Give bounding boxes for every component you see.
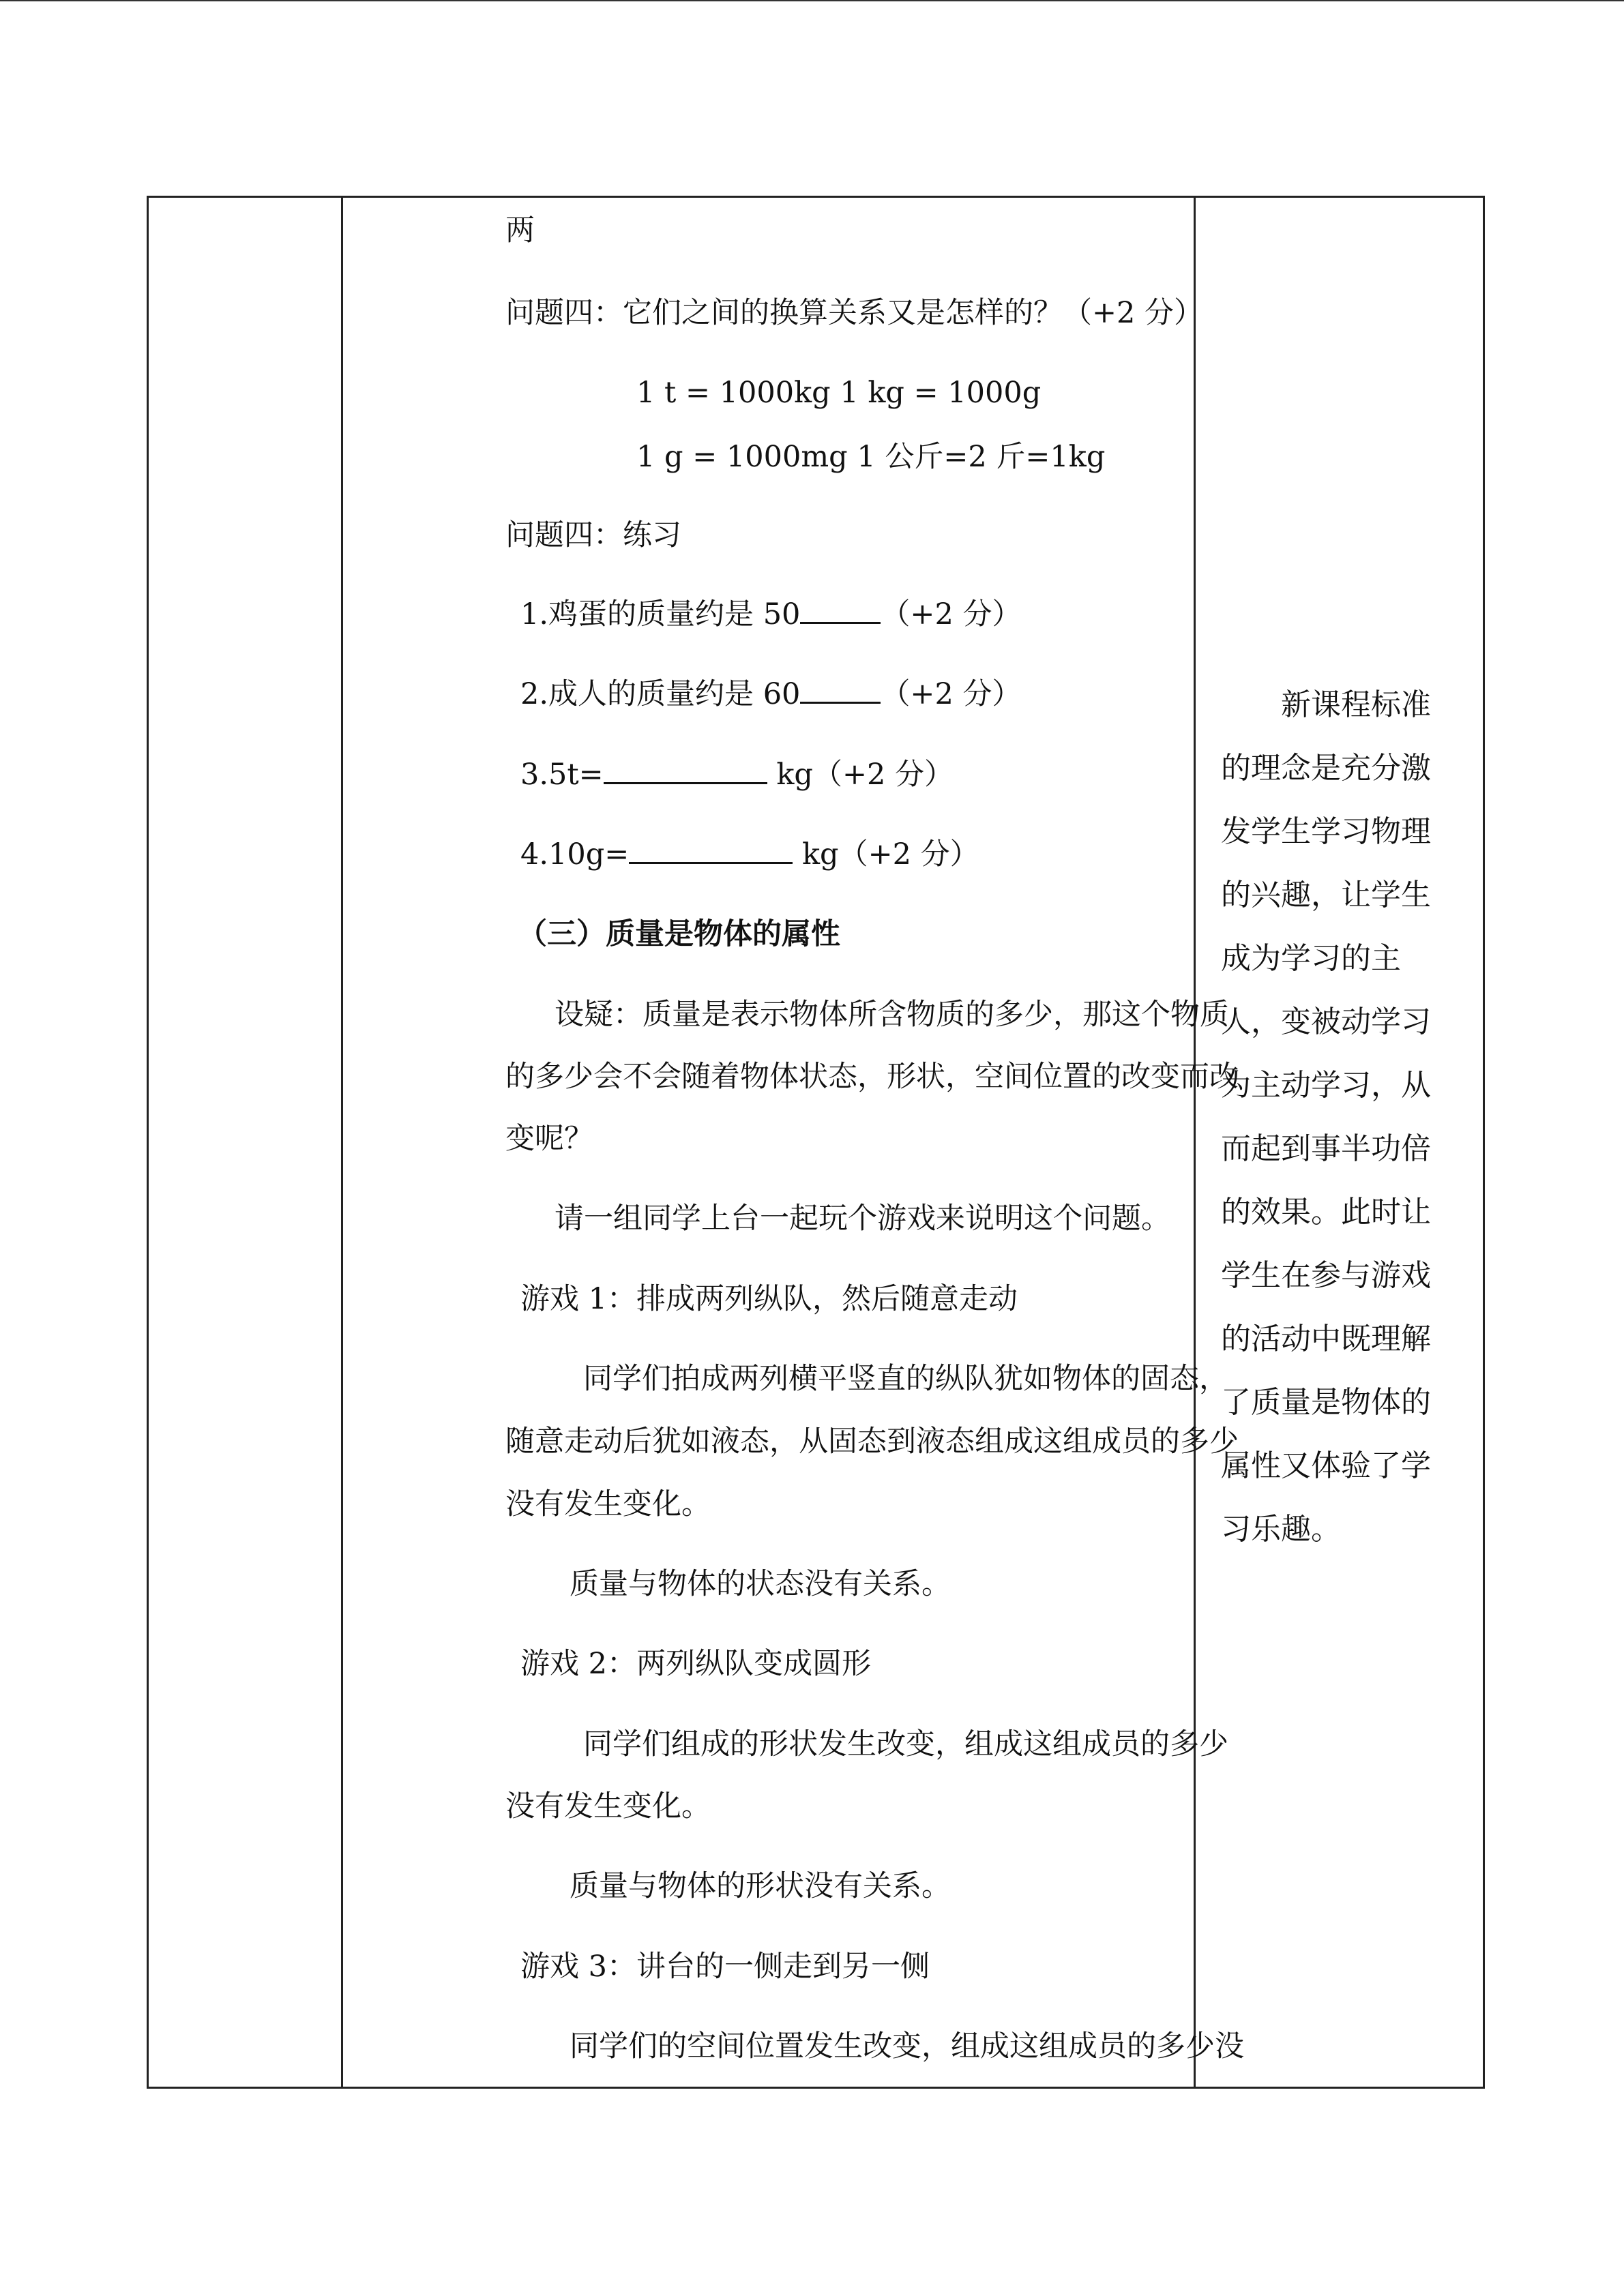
side-text-line: 人，变被动学习 xyxy=(1221,1004,1431,1039)
exercise-4 xyxy=(520,835,979,874)
text-line: 随意走动后犹如液态，从固态到液态组成这组成员的多少 xyxy=(505,1425,1239,1459)
lesson-table xyxy=(147,196,1485,2089)
exercise-1-score: （+2 分） xyxy=(881,597,1022,631)
side-text-line: 而起到事半功倍 xyxy=(1221,1131,1431,1166)
text-line: 请一组同学上台一起玩个游戏来说明这个问题。 xyxy=(555,1202,1170,1236)
exercise-1-blank[interactable] xyxy=(800,596,881,624)
side-text-line: 成为学习的主 xyxy=(1221,941,1401,976)
conversion-formula-2: 1 g = 1000mg 1 公斤=2 斤=1kg xyxy=(636,440,1106,474)
text-line: 设疑：质量是表示物体所含物质的多少，那这个物质 xyxy=(555,998,1229,1032)
text-line: 没有发生变化。 xyxy=(505,1487,711,1521)
side-text-line: 为主动学习，从 xyxy=(1221,1068,1431,1103)
exercise-3-blank[interactable] xyxy=(604,756,767,784)
question-four-heading: 问题四：它们之间的换算关系又是怎样的？（+2 分） xyxy=(505,296,1204,330)
text-line: 质量与物体的状态没有关系。 xyxy=(570,1567,951,1601)
side-text-line: 的活动中既理解 xyxy=(1221,1322,1431,1356)
side-text-line: 学生在参与游戏 xyxy=(1221,1258,1431,1293)
conversion-formula-1: 1 t = 1000kg 1 kg = 1000g xyxy=(636,376,1042,410)
exercise-4-blank[interactable] xyxy=(629,836,793,864)
side-text-line: 的效果。此时让 xyxy=(1221,1195,1431,1229)
exercise-2-score: （+2 分） xyxy=(881,677,1022,711)
exercise-1-text: 1.鸡蛋的质量约是 50 xyxy=(520,597,801,631)
exercise-4-text: 4.10g= xyxy=(520,837,630,871)
game-2-heading: 游戏 2：两列纵队变成圆形 xyxy=(520,1647,872,1681)
side-text-line: 习乐趣。 xyxy=(1221,1512,1341,1547)
exercise-3 xyxy=(520,756,954,794)
game-1-heading: 游戏 1：排成两列纵队，然后随意走动 xyxy=(520,1282,1018,1316)
exercise-3-score: kg（+2 分） xyxy=(767,758,954,792)
side-text-line: 的理念是充分激 xyxy=(1221,751,1431,786)
text-line: 变呢？ xyxy=(505,1122,593,1156)
exercise-2-blank[interactable] xyxy=(800,676,881,704)
page-top-rule xyxy=(0,0,1624,1)
exercise-2-text: 2.成人的质量约是 60 xyxy=(520,677,801,711)
text-line: 同学们组成的形状发生改变，组成这组成员的多少 xyxy=(583,1727,1228,1761)
side-text-line: 新课程标准 xyxy=(1281,687,1431,722)
exercise-1 xyxy=(520,595,1021,633)
exercise-3-text: 3.5t= xyxy=(520,758,604,792)
side-text-line: 的兴趣，让学生 xyxy=(1221,878,1431,912)
exercise-2 xyxy=(520,675,1021,713)
text-line: 同学们拍成两列横平竖直的纵队犹如物体的固态， xyxy=(583,1362,1228,1396)
text-line: 的多少会不会随着物体状态，形状，空间位置的改变而改 xyxy=(505,1060,1239,1094)
text-line: 质量与物体的形状没有关系。 xyxy=(570,1869,951,1903)
game-3-heading: 游戏 3：讲台的一侧走到另一侧 xyxy=(520,1950,930,1984)
design-intent-cell xyxy=(1214,198,1466,2087)
text-line: 同学们的空间位置发生改变，组成这组成员的多少没 xyxy=(570,2029,1244,2063)
text-line: 没有发生变化。 xyxy=(505,1789,711,1823)
column-divider-left xyxy=(341,198,343,2087)
section-three-heading: （三）质量是物体的属性 xyxy=(518,917,840,951)
side-text-line: 发学生学习物理 xyxy=(1221,814,1431,849)
text-line: 两 xyxy=(505,213,535,248)
side-text-line: 属性又体验了学 xyxy=(1221,1448,1431,1483)
exercise-4-score: kg（+2 分） xyxy=(793,837,979,871)
practice-heading: 问题四：练习 xyxy=(505,518,681,552)
side-text-line: 了质量是物体的 xyxy=(1221,1385,1431,1420)
